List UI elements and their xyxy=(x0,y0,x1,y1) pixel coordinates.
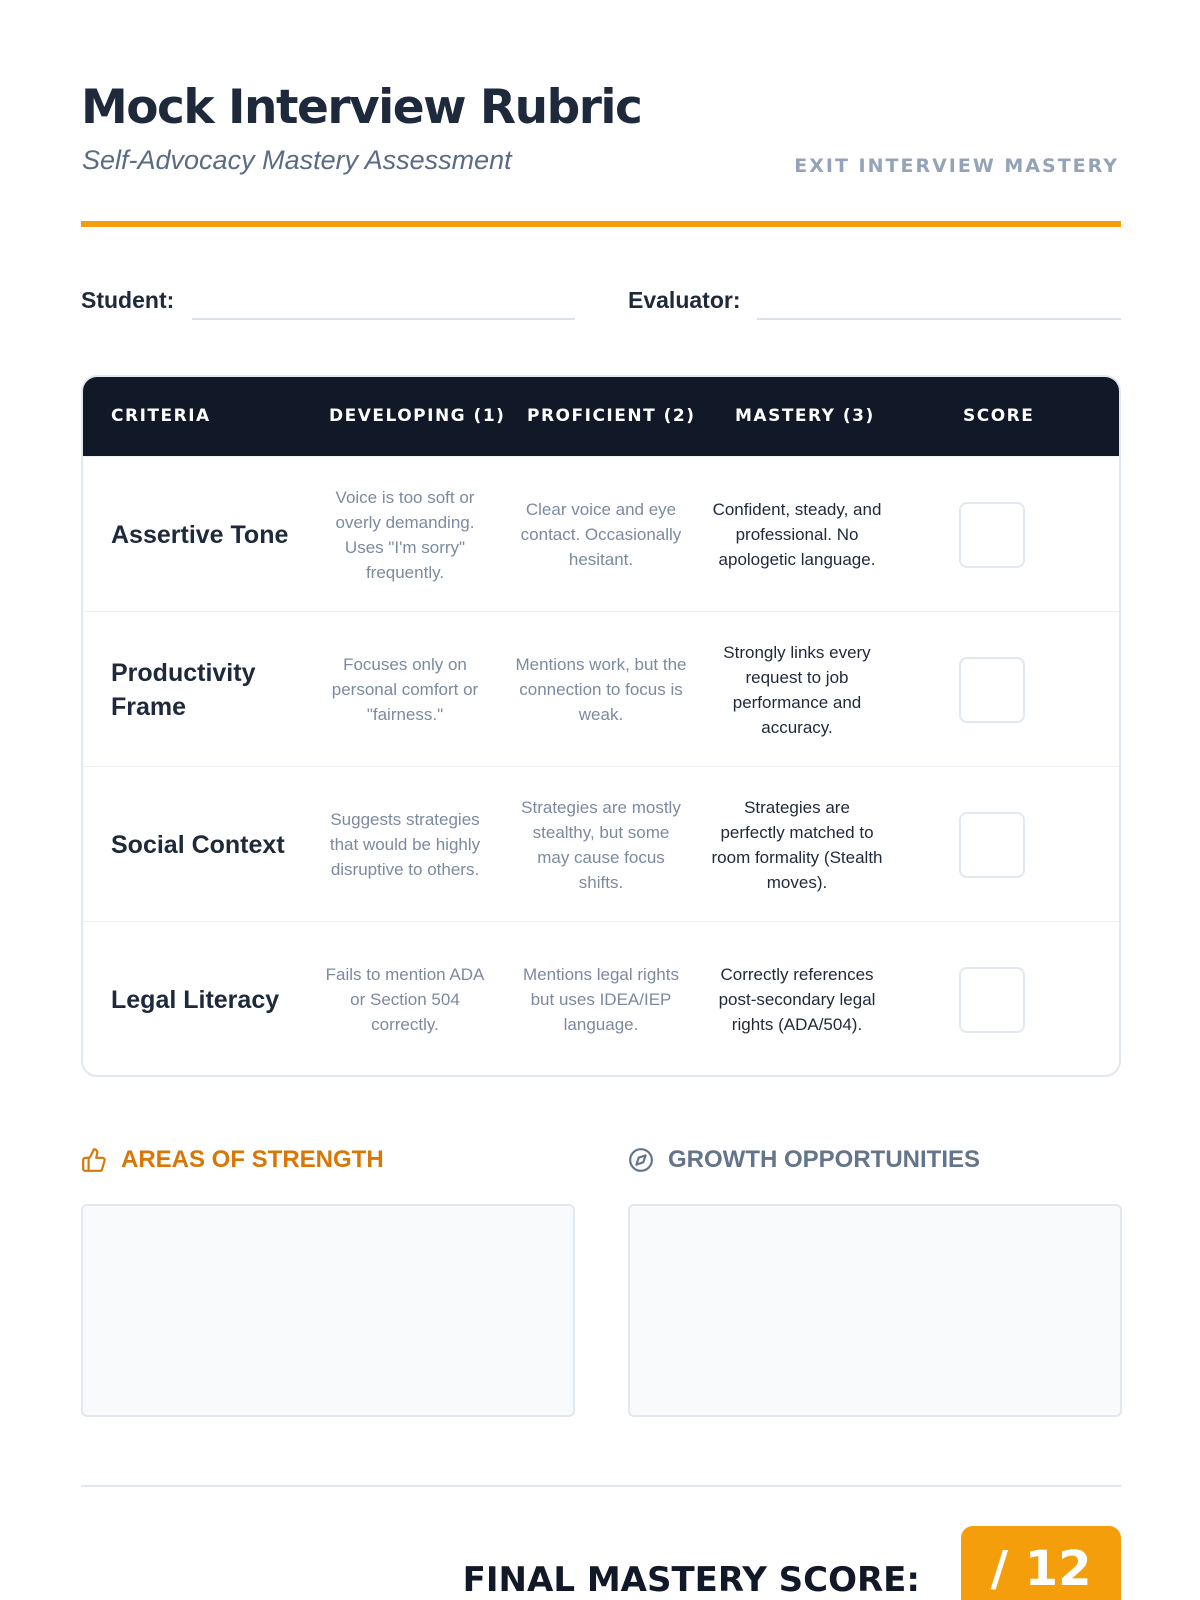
proficient-descriptor: Mentions legal rights but uses IDEA/IEP language. xyxy=(523,965,679,1034)
criterion-label: Productivity Frame xyxy=(111,658,256,721)
score-input[interactable] xyxy=(959,502,1025,568)
evaluator-label: Evaluator: xyxy=(628,287,741,313)
module-label: EXIT INTERVIEW MASTERY xyxy=(794,155,1119,177)
accent-divider xyxy=(81,221,1121,227)
rubric-row-assertive-tone xyxy=(83,456,1119,611)
student-field[interactable] xyxy=(192,318,575,320)
thumbs-up-icon xyxy=(81,1147,107,1173)
mastery-descriptor: Strongly links every request to job performance and accuracy. xyxy=(723,642,871,737)
final-score-badge[interactable] xyxy=(961,1526,1121,1600)
page-subtitle: Self-Advocacy Mastery Assessment xyxy=(82,145,512,175)
mastery-descriptor: Correctly references post-secondary legal rights (ADA/504). xyxy=(718,965,876,1034)
growth-title: GROWTH OPPORTUNITIES xyxy=(668,1146,980,1173)
header-proficient: PROFICIENT (2) xyxy=(527,406,696,426)
proficient-descriptor: Clear voice and eye contact. Occasionally hesitant. xyxy=(520,500,682,569)
mastery-descriptor: Strategies are perfectly matched to room formality (Stealth moves). xyxy=(711,797,883,892)
criterion-label: Social Context xyxy=(111,830,285,859)
score-input[interactable] xyxy=(959,967,1025,1033)
strength-notes-box[interactable] xyxy=(81,1204,575,1417)
rubric-row-social-context xyxy=(83,766,1119,921)
developing-descriptor: Voice is too soft or overly demanding. Uses "I'm sorry" frequently. xyxy=(335,487,475,582)
rubric-row-legal-literacy xyxy=(83,921,1119,1076)
criterion-label: Legal Literacy xyxy=(111,985,280,1014)
rubric-row-productivity-frame xyxy=(83,611,1119,766)
proficient-descriptor: Mentions work, but the connection to focus is weak. xyxy=(515,655,687,724)
header-score: SCORE xyxy=(963,406,1035,426)
header-developing: DEVELOPING (1) xyxy=(329,406,506,426)
growth-notes-box[interactable] xyxy=(628,1204,1122,1417)
criterion-label: Assertive Tone xyxy=(111,520,289,549)
header-criteria: CRITERIA xyxy=(111,406,211,426)
footer-divider xyxy=(81,1485,1121,1487)
compass-icon xyxy=(628,1147,654,1173)
score-input[interactable] xyxy=(959,657,1025,723)
rubric-header-row xyxy=(83,377,1119,456)
rubric-table xyxy=(81,375,1121,1077)
growth-heading xyxy=(628,1146,980,1174)
mastery-descriptor: Confident, steady, and professional. No apologetic language. xyxy=(712,500,882,569)
developing-descriptor: Suggests strategies that would be highly disruptive to others. xyxy=(329,810,481,879)
final-score-value: / 12 xyxy=(990,1541,1092,1597)
final-score-label: FINAL MASTERY SCORE: xyxy=(462,1560,920,1600)
header-mastery: MASTERY (3) xyxy=(735,406,875,426)
strength-heading xyxy=(81,1146,384,1174)
strength-title: AREAS OF STRENGTH xyxy=(121,1146,384,1173)
developing-descriptor: Focuses only on personal comfort or "fairness." xyxy=(331,655,479,724)
developing-descriptor: Fails to mention ADA or Section 504 correctly. xyxy=(325,965,485,1034)
score-input[interactable] xyxy=(959,812,1025,878)
proficient-descriptor: Strategies are mostly stealthy, but some may cause focus shifts. xyxy=(521,797,681,892)
evaluator-field[interactable] xyxy=(757,318,1121,320)
page-title: Mock Interview Rubric xyxy=(81,80,642,135)
student-label: Student: xyxy=(81,287,175,313)
